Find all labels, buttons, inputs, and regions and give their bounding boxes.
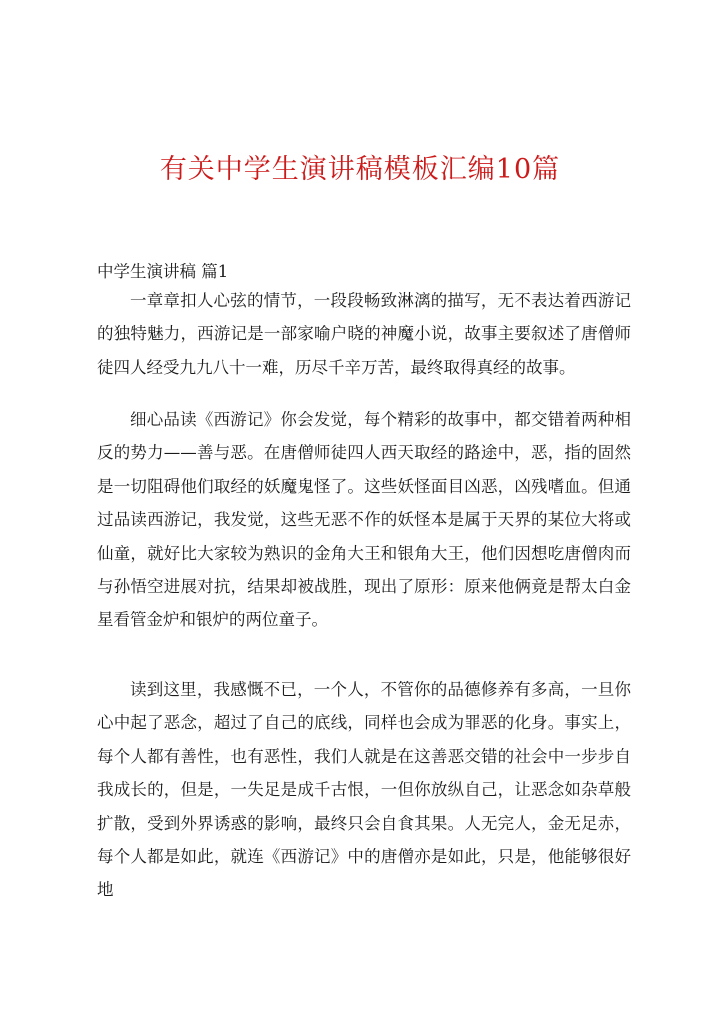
document-title: 有关中学生演讲稿模板汇编10篇: [159, 154, 561, 185]
body-paragraph: 一章章扣人心弦的情节，一段段畅致淋漓的描写，无不表达着西游记的独特魅力，西游记是一部家喻户晓的神魔小说，故事主要叙述了唐僧师徒四人经受九九八十一难，历尽千辛万苦，最终取得真经的故事。: [97, 291, 631, 377]
body-paragraph: 细心品读《西游记》你会发觉，每个精彩的故事中，都交错着两种相反的势力——善与恶。在唐僧师徒四人西天取经的路途中，恶，指的固然是一切阻碍他们取经的妖魔鬼怪了。这些妖怪面目凶恶，凶残嗜血。但通过品读西游记，我发觉，这些无恶不作的妖怪本是属于天界的某位大将或仙童，就好比大家较为熟识的金角大王和银角大王，他们因想吃唐僧肉而与孙悟空进展对抗，结果却被战胜，现出了原形：原来他俩竟是帮太白金星看管金炉和银炉的两位童子。: [97, 410, 631, 630]
section-heading: 中学生演讲稿 篇1: [97, 262, 229, 281]
body-paragraph: 读到这里，我感慨不已，一个人，不管你的品德修养有多高，一旦你心中起了恶念，超过了自己的底线，同样也会成为罪恶的化身。事实上，每个人都有善性，也有恶性，我们人就是在这善恶交错的社会中一步步自我成长的，但是，一失足是成千古恨，一但你放纵自己，让恶念如杂草般扩散，受到外界诱惑的影响，最终只会自食其果。人无完人，金无足赤，每个人都是如此，就连《西游记》中的唐僧亦是如此，只是，他能够很好地: [97, 680, 631, 900]
